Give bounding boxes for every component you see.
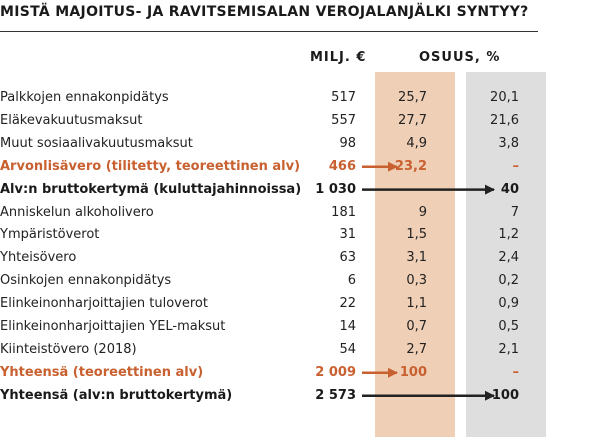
row-milj-value: 63 — [339, 250, 356, 266]
row-milj-value: 14 — [339, 319, 356, 334]
table-row — [0, 224, 600, 246]
row-share-a-value: 0,3 — [406, 273, 427, 289]
row-milj-value: 466 — [328, 158, 356, 174]
row-label: Elinkeinonharjoittajien tuloverot — [0, 296, 208, 312]
row-milj-value: 98 — [339, 135, 356, 151]
row-share-a-value: 23,2 — [394, 158, 427, 174]
row-share-b-value: 21,6 — [490, 112, 519, 128]
row-share-a-value: 9 — [418, 204, 427, 220]
row-share-a-value: 0,7 — [406, 319, 427, 334]
table-row — [0, 339, 600, 361]
row-milj-value: 181 — [331, 204, 356, 220]
row-share-b-value: 2,4 — [498, 250, 519, 266]
row-label: Ympäristöverot — [0, 227, 100, 243]
row-share-a-value: 1,5 — [406, 227, 427, 243]
table-row — [0, 316, 600, 338]
row-share-b-value: – — [512, 364, 519, 380]
row-share-b-value: 7 — [510, 204, 519, 220]
row-milj-value: 557 — [331, 112, 356, 128]
row-milj-value: 1 030 — [315, 181, 356, 197]
row-milj-value: 22 — [339, 296, 356, 312]
row-milj-value: 2 009 — [315, 364, 356, 380]
row-label: Kiinteistövero (2018) — [0, 341, 137, 357]
table-row — [0, 385, 600, 407]
row-milj-value: 2 573 — [315, 387, 356, 403]
row-share-b-value: 40 — [500, 181, 519, 197]
table-row — [0, 362, 600, 384]
row-share-a-value: 1,1 — [406, 296, 427, 312]
row-share-b-value: 100 — [491, 387, 519, 403]
row-share-b-value: 0,2 — [498, 273, 519, 289]
table-row — [0, 202, 600, 224]
title-divider — [0, 31, 538, 32]
row-milj-value: 31 — [339, 227, 356, 243]
row-label: Yhteensä (alv:n bruttokertymä) — [0, 387, 233, 403]
row-share-a-value: 3,1 — [406, 250, 427, 266]
row-label: Elinkeinonharjoittajien YEL-maksut — [0, 319, 226, 334]
row-label: Yhteisövero — [0, 250, 77, 266]
row-milj-value: 6 — [347, 273, 356, 289]
header-osuus: OSUUS, % — [419, 50, 501, 65]
row-label: Palkkojen ennakonpidätys — [0, 90, 169, 105]
row-label: Eläkevakuutusmaksut — [0, 112, 143, 128]
row-label: Alv:n bruttokertymä (kuluttajahinnoissa) — [0, 181, 302, 197]
row-label: Muut sosiaalivakuutusmaksut — [0, 135, 193, 151]
table-row — [0, 270, 600, 292]
table-row — [0, 179, 600, 201]
table-row — [0, 87, 600, 109]
row-share-b-value: 0,9 — [498, 296, 519, 312]
row-share-b-value: 2,1 — [498, 341, 519, 357]
table-row — [0, 156, 600, 178]
table-row — [0, 247, 600, 269]
row-share-b-value: 0,5 — [498, 319, 519, 334]
row-share-b-value: – — [512, 158, 519, 174]
row-share-b-value: 20,1 — [490, 90, 519, 105]
row-share-a-value: 100 — [399, 364, 427, 380]
row-label: Anniskelun alkoholivero — [0, 204, 154, 220]
row-milj-value: 517 — [331, 90, 356, 105]
table-row — [0, 133, 600, 155]
header-milj: MILJ. € — [310, 50, 367, 65]
row-share-b-value: 3,8 — [498, 135, 519, 151]
row-share-a-value: 27,7 — [398, 112, 427, 128]
row-label: Osinkojen ennakonpidätys — [0, 273, 172, 289]
row-share-a-value: 2,7 — [406, 341, 427, 357]
row-share-a-value: 25,7 — [398, 90, 427, 105]
chart-title: MISTÄ MAJOITUS- JA RAVITSEMISALAN VEROJALANJÄLKI SYNTYY? — [0, 4, 529, 20]
row-share-b-value: 1,2 — [498, 227, 519, 243]
table-row — [0, 110, 600, 132]
row-milj-value: 54 — [339, 341, 356, 357]
row-label: Yhteensä (teoreettinen alv) — [0, 364, 204, 380]
table-row — [0, 293, 600, 315]
row-label: Arvonlisävero (tilitetty, teoreettinen alv) — [0, 158, 301, 174]
row-share-a-value: 4,9 — [406, 135, 427, 151]
